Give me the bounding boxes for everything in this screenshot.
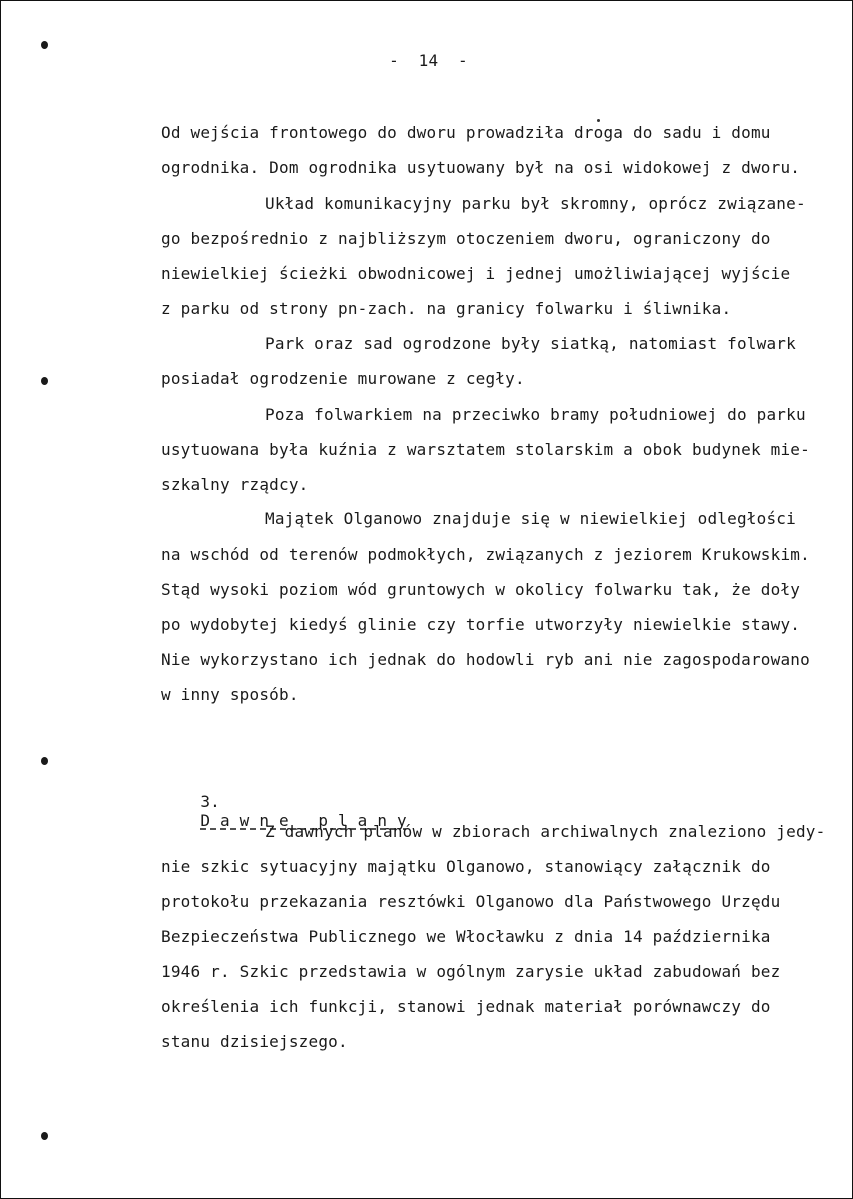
text-line: 1946 r. Szkic przedstawia w ogólnym zarysie układ zabudowań bez [161, 962, 781, 981]
text-line: niewielkiej ścieżki obwodnicowej i jednej umożliwiającej wyjście [161, 264, 791, 283]
text-line: protokołu przekazania resztówki Olganowo dla Państwowego Urzędu [161, 892, 781, 911]
text-line: określenia ich funkcji, stanowi jednak materiał porównawczy do [161, 997, 771, 1016]
section-number: 3. [200, 792, 221, 811]
text-line: szkalny rządcy. [161, 475, 309, 494]
text-line: Stąd wysoki poziom wód gruntowych w okolicy folwarku tak, że doły [161, 580, 801, 599]
page-number: - 14 - [389, 51, 468, 70]
text-line: Majątek Olganowo znajduje się w niewielkiej odległości [265, 509, 796, 528]
text-line: z parku od strony pn-zach. na granicy folwarku i śliwnika. [161, 299, 732, 318]
section-title: D a w n e p l a n y [200, 811, 407, 830]
punch-hole-mark [41, 377, 48, 385]
text-line: Nie wykorzystano ich jednak do hodowli ryb ani nie zagospodarowano [161, 650, 810, 669]
text-line: na wschód od terenów podmokłych, związanych z jeziorem Krukowskim. [161, 545, 810, 564]
text-line: w inny sposób. [161, 685, 299, 704]
text-line: po wydobytej kiedyś glinie czy torfie utworzyły niewielkie stawy. [161, 615, 801, 634]
text-line: stanu dzisiejszego. [161, 1032, 348, 1051]
text-line: ogrodnika. Dom ogrodnika usytuowany był na osi widokowej z dworu. [161, 158, 801, 177]
text-line: Park oraz sad ogrodzone były siatką, natomiast folwark [265, 334, 796, 353]
text-line: Bezpieczeństwa Publicznego we Włocławku z dnia 14 października [161, 927, 771, 946]
text-line: Układ komunikacyjny parku był skromny, oprócz związane- [265, 194, 806, 213]
punch-hole-mark [41, 757, 48, 765]
text-line: posiadał ogrodzenie murowane z cegły. [161, 369, 525, 388]
text-line: usytuowana była kuźnia z warsztatem stolarskim a obok budynek mie- [161, 440, 810, 459]
stray-mark [597, 119, 600, 122]
punch-hole-mark [41, 41, 48, 49]
text-line: go bezpośrednio z najbliższym otoczeniem dworu, ograniczony do [161, 229, 771, 248]
text-line: Od wejścia frontowego do dworu prowadziła droga do sadu i domu [161, 123, 771, 142]
text-line: nie szkic sytuacyjny majątku Olganowo, stanowiący załącznik do [161, 857, 771, 876]
punch-hole-mark [41, 1132, 48, 1140]
text-line: Z dawnych planów w zbiorach archiwalnych znaleziono jedy- [265, 822, 826, 841]
text-line: Poza folwarkiem na przeciwko bramy południowej do parku [265, 405, 806, 424]
